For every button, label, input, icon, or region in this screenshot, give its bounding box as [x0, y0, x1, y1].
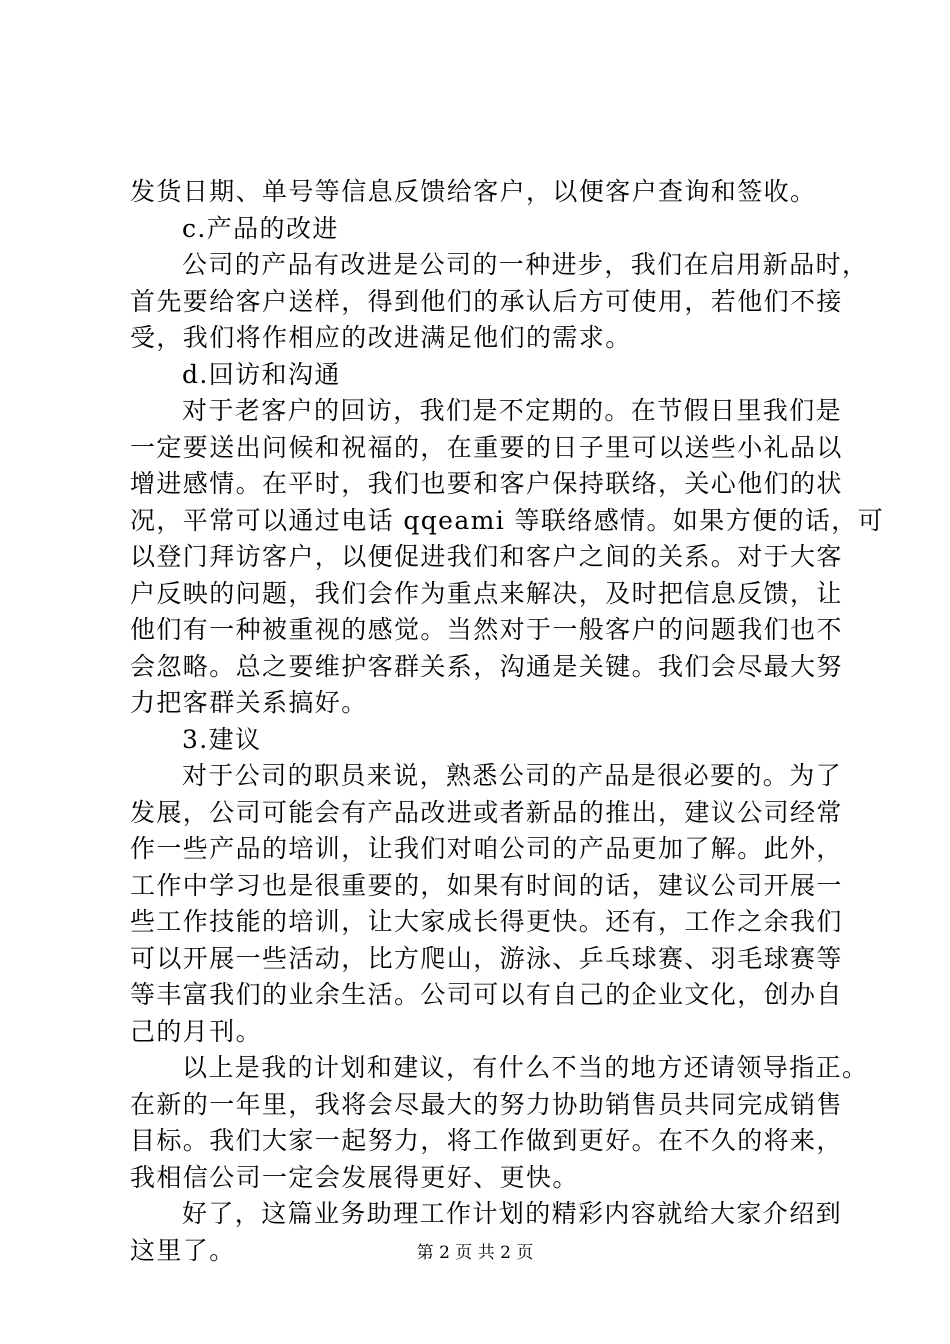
text-line: 对于老客户的回访，我们是不定期的。在节假日里我们是: [182, 396, 843, 425]
text-line: 可以开展一些活动，比方爬山，游泳、乒乓球赛、羽毛球赛等: [130, 943, 843, 973]
text-line: 对于公司的职员来说，熟悉公司的产品是很必要的。为了: [182, 761, 843, 790]
text-line: 作一些产品的培训，让我们对咱公司的产品更加了解。此外，: [130, 834, 843, 863]
text-line: 受，我们将作相应的改进满足他们的需求。: [130, 323, 632, 352]
text-line: 一定要送出问候和祝福的，在重要的日子里可以送些小礼品以: [130, 432, 843, 462]
text-line: 3.建议: [182, 724, 262, 754]
text-line: 在新的一年里，我将会尽最大的努力协助销售员共同完成销售: [130, 1089, 843, 1119]
page-footer: 第 2 页 共 2 页: [416, 1243, 534, 1263]
text-line: 发展，公司可能会有产品改进或者新品的推出，建议公司经常: [130, 797, 843, 827]
text-line: 发货日期、单号等信息反馈给客户，以便客户查询和签收。: [130, 177, 817, 206]
text-line: 我相信公司一定会发展得更好、更快。: [130, 1162, 579, 1192]
text-line: 这里了。: [130, 1235, 236, 1265]
text-line: 增进感情。在平时，我们也要和客户保持联络，关心他们的状: [130, 469, 843, 498]
text-line: 以上是我的计划和建议，有什么不当的地方还请领导指正。: [182, 1053, 869, 1082]
text-line: 好了，这篇业务助理工作计划的精彩内容就给大家介绍到: [182, 1199, 843, 1228]
text-line: 况，平常可以通过电话 qqeami 等联络感情。如果方便的话，可: [130, 505, 885, 535]
text-line: 等丰富我们的业余生活。公司可以有自己的企业文化，创办自: [130, 980, 843, 1009]
text-line: d.回访和沟通: [182, 359, 341, 389]
document-body: [130, 174, 885, 1269]
text-line: 己的月刊。: [130, 1016, 263, 1046]
text-line: 首先要给客户送样，得到他们的承认后方可使用，若他们不接: [130, 286, 843, 316]
text-line: 力把客群关系搞好。: [130, 688, 368, 717]
text-line: 些工作技能的培训，让大家成长得更快。还有，工作之余我们: [130, 907, 843, 936]
text-line: 工作中学习也是很重要的，如果有时间的话，建议公司开展一: [130, 870, 843, 900]
text-line: c.产品的改进: [182, 213, 339, 243]
text-line: 目标。我们大家一起努力，将工作做到更好。在不久的将来，: [130, 1126, 843, 1155]
text-line: 公司的产品有改进是公司的一种进步，我们在启用新品时，: [182, 250, 869, 279]
text-line: 以登门拜访客户，以便促进我们和客户之间的关系。对于大客: [130, 542, 843, 571]
text-line: 会忽略。总之要维护客群关系，沟通是关键。我们会尽最大努: [130, 651, 843, 681]
text-line: 户反映的问题，我们会作为重点来解决，及时把信息反馈，让: [130, 578, 843, 608]
text-line: 他们有一种被重视的感觉。当然对于一般客户的问题我们也不: [130, 615, 843, 644]
